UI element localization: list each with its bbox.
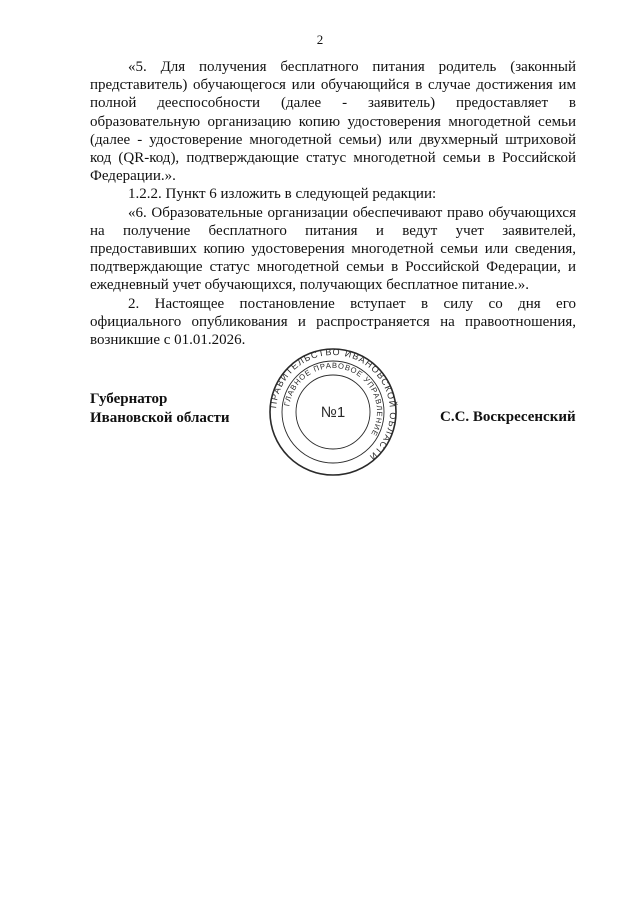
signatory-title bbox=[90, 390, 230, 428]
signatory-title-line-2: Ивановской области bbox=[90, 410, 230, 426]
seal-number: №1 bbox=[320, 404, 346, 421]
signatory-title-line-1: Губернатор bbox=[90, 391, 168, 407]
seal-graphic bbox=[268, 347, 398, 477]
page-number: 2 bbox=[316, 32, 324, 47]
paragraph-1-2-2: 1.2.2. Пункт 6 изложить в следующей редакции: bbox=[128, 186, 437, 203]
seal-inner-textpath: ГЛАВНОЕ ПРАВОВОЕ УПРАВЛЕНИЕ bbox=[282, 360, 385, 439]
official-seal-stamp bbox=[268, 347, 398, 477]
paragraph-effective-date: 2. Настоящее постановление вступает в силу со дня его официального опубликования и распространяется на правоотношения, возникшие с 01.01.2026. bbox=[90, 295, 576, 349]
document-body bbox=[90, 58, 576, 349]
seal-inner-text bbox=[282, 361, 384, 438]
paragraph-point-5: «5. Для получения бесплатного питания родитель (законный представитель) обучающегося или обучающийся в случае достижения им полной дееспособности (далее - заявитель) предоставляет в образовательную организацию копию удостоверения многодетной семьи (далее - удостоверение многодетной семьи) или двухмерный штриховой код (QR-код), подтверждающие статус многодетной семьи в Российской Федерации.». bbox=[90, 59, 576, 185]
paragraph-point-6: «6. Образовательные организации обеспечивают право обучающихся на получение бесплатного питания и ведут учет заявителей, предоставивших копию удостоверения многодетной семьи или сведения, подтверждающие статус многодетной семьи в Российской Федерации, и ежедневный учет обучающихся, получающих бесплатное питание.». bbox=[90, 204, 576, 294]
signatory-name: С.С. Воскресенский bbox=[440, 409, 576, 425]
seal-outer-textpath: ПРАВИТЕЛЬСТВО ИВАНОВСКОЙ ОБЛАСТИ bbox=[268, 347, 398, 463]
